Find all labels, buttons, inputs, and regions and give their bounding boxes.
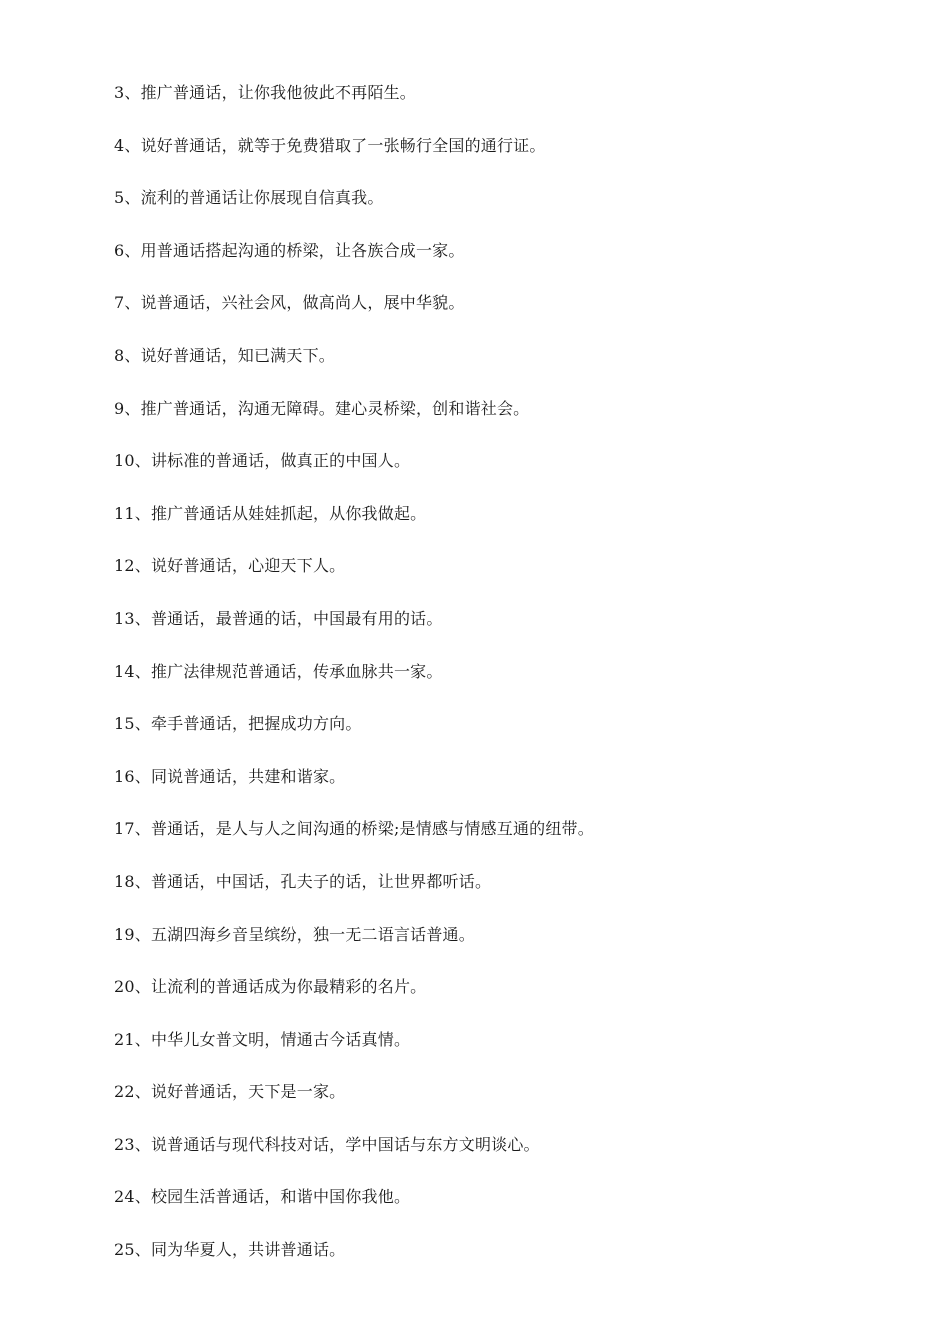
list-item: 18、普通话，中国话，孔夫子的话，让世界都听话。 [114,871,492,891]
slogan-list [114,80,874,1290]
list-item: 3、推广普通话，让你我他彼此不再陌生。 [114,83,416,102]
list-item: 16、同说普通话，共建和谐家。 [114,766,346,786]
list-item: 19、五湖四海乡音呈缤纷，独一无二语言话普通。 [114,924,475,944]
list-item: 14、推广法律规范普通话，传承血脉共一家。 [114,661,443,681]
list-item: 23、说普通话与现代科技对话，学中国话与东方文明谈心。 [114,1134,540,1154]
list-item: 20、让流利的普通话成为你最精彩的名片。 [114,977,427,997]
list-item: 10、讲标准的普通话，做真正的中国人。 [114,451,411,471]
list-item: 13、普通话，最普通的话，中国最有用的话。 [114,608,443,628]
list-item: 12、说好普通话，心迎天下人。 [114,556,346,576]
list-item: 22、说好普通话，天下是一家。 [114,1082,346,1102]
list-item: 8、说好普通话，知已满天下。 [114,345,335,365]
list-item: 4、说好普通话，就等于免费猎取了一张畅行全国的通行证。 [114,135,546,155]
list-item: 25、同为华夏人，共讲普通话。 [114,1240,346,1260]
list-item: 6、用普通话搭起沟通的桥梁，让各族合成一家。 [114,240,465,260]
list-item: 24、校园生活普通话，和谐中国你我他。 [114,1187,411,1207]
list-item: 9、推广普通话，沟通无障碍。建心灵桥梁，创和谐社会。 [114,398,530,418]
list-item: 21、中华儿女普文明，情通古今话真情。 [114,1029,411,1049]
list-item: 15、牵手普通话，把握成功方向。 [114,714,362,734]
list-item: 5、流利的普通话让你展现自信真我。 [114,188,384,208]
list-item: 7、说普通话，兴社会风，做高尚人，展中华貌。 [114,293,465,313]
list-item: 17、普通话，是人与人之间沟通的桥梁;是情感与情感互通的纽带。 [114,819,594,839]
list-item: 11、推广普通话从娃娃抓起，从你我做起。 [114,503,427,523]
